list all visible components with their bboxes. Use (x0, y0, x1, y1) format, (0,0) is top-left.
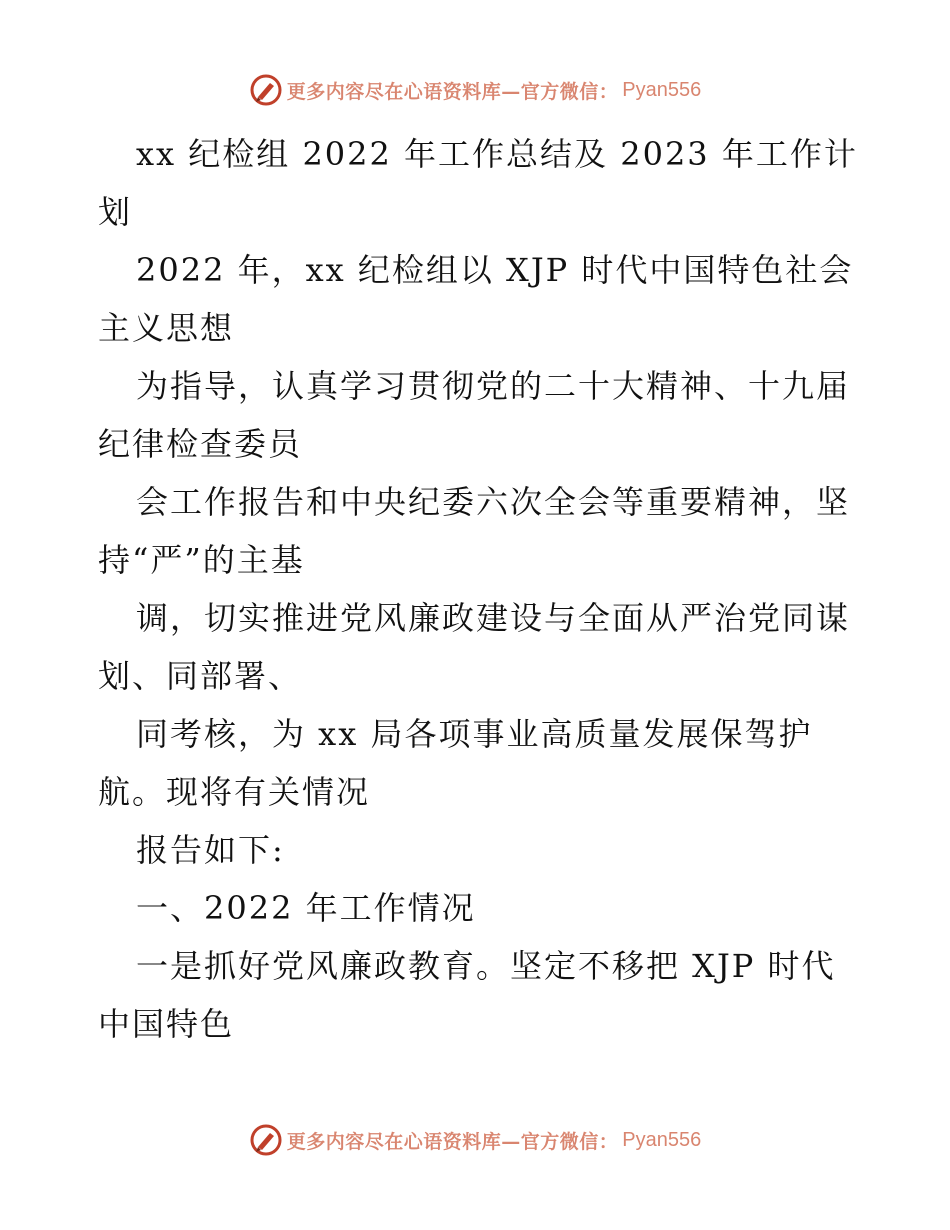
watermark-banner-bottom (0, 1120, 950, 1160)
text-line: 航。现将有关情况 (98, 773, 371, 811)
text-line: 纪律检查委员 (98, 425, 303, 463)
text-line: 主义思想 (98, 309, 235, 347)
text-line: 为指导，认真学习贯彻党的二十大精神、十九届 (136, 367, 851, 405)
text-line: 同考核，为 xx 局各项事业高质量发展保驾护 (136, 715, 813, 753)
section-heading: 一、2022 年工作情况 (136, 889, 476, 927)
text-line: 调，切实推进党风廉政建设与全面从严治党同谋 (136, 599, 851, 637)
text-line: 持“严”的主基 (98, 541, 305, 579)
text-line: xx 纪检组 2022 年工作总结及 2023 年工作计 (136, 135, 858, 173)
text-line: 一是抓好党风廉政教育。坚定不移把 XJP 时代 (136, 947, 836, 985)
text-line: 2022 年，xx 纪检组以 XJP 时代中国特色社会 (136, 251, 854, 289)
watermark-text: 更多内容尽在心语资料库—官方微信： (286, 1130, 619, 1153)
watermark-account: Pyan556 (622, 78, 702, 101)
text-line: 中国特色 (98, 1005, 235, 1043)
document-body (98, 125, 858, 1053)
text-line: 报告如下: (136, 831, 285, 869)
text-line: 划、同部署、 (98, 657, 303, 695)
watermark-banner-top (0, 70, 950, 110)
watermark-text: 更多内容尽在心语资料库—官方微信： (286, 80, 619, 103)
brush-logo-icon (249, 1123, 283, 1157)
text-line: 划 (98, 193, 133, 231)
brush-logo-icon (249, 73, 283, 107)
text-line: 会工作报告和中央纪委六次全会等重要精神，坚 (136, 483, 851, 521)
watermark-account: Pyan556 (622, 1128, 702, 1151)
